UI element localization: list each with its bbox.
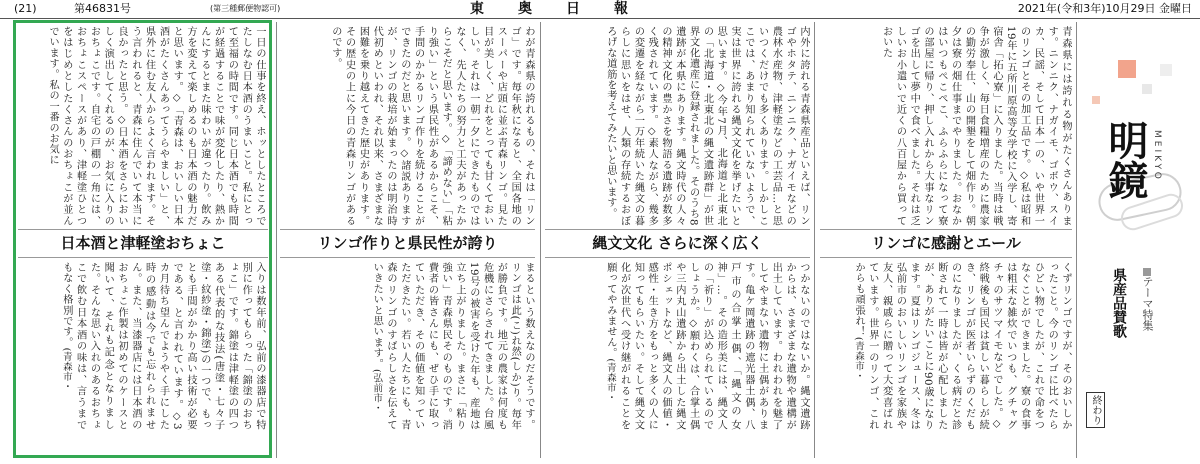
headline-rule	[280, 229, 535, 230]
headline-rule	[545, 257, 810, 258]
column-divider	[276, 22, 277, 458]
article-signature: (青森市・	[853, 336, 865, 382]
article-signature: (青森市・	[604, 358, 616, 403]
postal-permit: (第三種郵便物認可)	[210, 4, 281, 13]
headline-rule	[545, 229, 810, 230]
decor-square-orange	[1118, 60, 1136, 78]
decor-square-gray	[1142, 84, 1152, 94]
headline-rule	[18, 229, 268, 230]
decor-square-light	[1160, 64, 1172, 76]
column-title: 明鏡	[1102, 120, 1149, 200]
article-signature: (弘前市・	[371, 369, 383, 414]
series-end-badge: 終わり	[1086, 392, 1105, 428]
decor-square-pink	[1092, 96, 1100, 104]
issue-date: 2021年(令和3年)10月29日 金曜日	[1017, 2, 1192, 15]
page-number: (21)	[14, 2, 37, 15]
article-body-lower: まるという数えなのだそうです。リンゴは此(こ)れ然(しか)り。毎年が勝負です。地元の農家は何度も危機にさらされてきました。台風19号の被害を受けた年も、産地は立ち上がりました。まさに「粘り強い」青森県民そのものです。消費者の皆さんにも、ぜひ手に取っていただき、その価値を知っていただきたい。若い人たちにも、青森のリンゴのすばらしさを伝えていきたいと思います。(弘前市・	[371, 262, 534, 430]
newspaper-name: 東奥日報	[470, 1, 662, 17]
article-headline: 日本酒と津軽塗おちょこ	[60, 234, 226, 252]
page-header	[0, 0, 1200, 19]
theme-label: テーマ特集	[1140, 268, 1154, 331]
article-body-lower: くずリンゴですが、そのおいしかったこと。今のリンゴに比べたらひどい物でしたが、これで命をつなぐことができました。寮の食事は粗末な雑炊でいつも、グチャグチャのサツマイモなどでした。◇終戦後も国民は貧しい暮らしが続き、リンゴが医者いらずのくだものになりましたが、くる病だと診断されて一時は皆が心配しましたが、ありがたいことに90歳になります。夏はリンゴジュース、冬は弘前市のおいしいリンゴを家族や友人、親戚らに贈って大変喜ばれています。世界一のリンゴ、これからも頑張れ！(青森市・	[853, 262, 1071, 430]
series-title: 県産品賛歌	[1111, 268, 1127, 338]
article-signature: (青森市・	[60, 347, 72, 392]
article-body-upper: 青森県には誇れる物がたくさんあります。ニンニク、ナガイモ、ゴボウ、スイカ、民謡、そして日本一の、いや世界一のリンゴとその加工品です。◇私は昭和19年に五所川原高等女学校に入学し、寄宿舎「拓心寮」に入りました。当時は戦争が激しく、毎日食糧増産のために農家の勤労奉仕、山の開墾をして畑作り。朝夕は寮の畑仕事までやりました。おなかはいつもぺこぺこ、ふらふらになって寮の部屋に帰り、押し入れから大事なリンゴを出して夢中で食べました。それは乏しいお小遣いで近くの八百屋から買っておいた	[880, 26, 1071, 226]
headline-rule	[820, 229, 1072, 230]
column-title-roman: MEIKYO	[1152, 130, 1162, 182]
article-body-upper: 内外に誇れる青森県産品といえば、リンゴやホタテ、ニンニク、ナガイモなどの農林水産物、津軽塗などの工芸品…と思いつくだけでも多くあります。しかしここでは、あまり知られていないようで、実は世界に誇れる縄文文化を挙げたいと思います。◇今年7月、北海道と北東北の「北海道・北東北の縄文遺跡群」が世界文化遺産に登録されました。そのうち8遺跡が本県にあります。縄文時代の人々の精神文化の豊かさを物語る遺跡が数多く残されています。◇素人ながら、幾多の変遷を経ながら一万年続いた縄文の暮らしに思いをはせ、人類の存続するおぼろげな道筋を考えてみたいと思います。	[604, 26, 809, 226]
column-divider	[814, 22, 815, 458]
article-body-lower: つかないのではないか。縄文遺跡からは、さまざまな遺物や遺構が出土しています。われわれを魅了してやまない遺物に土偶があります。亀ケ岡遺跡の遮光器土偶、八戸市の合掌土偶、「縄文の女神」…。その造形美には、縄文人の「祈り」が込められているのでしょうか。◇願わくは、合掌土偶や三内丸山遺跡から出土した縄文ポシェットなど、縄文人の価値・感性・生き方をもっと多くの人に知ってもらいたい。そして縄文文化が次世代へ受け継がれることを願ってやみません。(青森市・	[604, 262, 809, 430]
column-divider	[1076, 22, 1077, 458]
article-body-lower: 入りは数年前、弘前の漆器店で特別に作ってもらった「錦塗のおちょこ」です。錦塗は津軽塗の四つある代表的な技法(唐塗・七々子塗・紋紗塗・錦塗)の一つで、もっとも手間がかかり高い技術が必要である、と言われています。◇3カ月待ち望んでようやく手にした時の感動は今でも忘れられません。また、当漆器店には日本酒のおちょこ作製は初めてのケースと聞いて、それも記念となりました。そんな思い入れのあるおちょこで飲む日本酒の味は、言うまでもなく格別です。(青森市・	[60, 262, 265, 430]
headline-rule	[280, 257, 535, 258]
article-body-upper: わが青森県の誇れるもの、それは「リンゴ」です。毎年秋になると、全国各地のスーパーや店頭に並ぶ青森リンゴ。見た目が美しく、どれをとっても甘くておいしい。それは一朝一夕にできたものではなく、先人たちの努力と工夫があったからこそだと思います。◇「諦めない」「粘り強い」という県民性があるからこそ、手間のかかるリンゴ作りを続けることができたのだと思います。◇諸説ありますが、リンゴの栽培が始まったのは明治時代初めといわれ、それ以来、さまざまな困難を乗り越えてきた歴史があります。その歴史の上に今日の青森リンゴがあるのです。	[329, 26, 534, 226]
issue-number: 第46831号	[74, 2, 131, 15]
square-icon	[1143, 268, 1151, 276]
article-headline: 縄文文化 さらに深く広く	[592, 234, 763, 252]
column-divider	[540, 22, 541, 458]
article-body-upper: 一日の仕事を終え、ホッとしたところでたしなむ日本酒のうまいこと。私にとって至福の時間です。同じ日本酒でも時間が経過することで味が変化したり、熱かんにするとまた味わいが違ったり。飲み方を変えて楽しめるのも日本酒の魅力だと思います。◇「青森は、おいしい日本酒がたくさんあってうらやましい」と、県外に住む友人からよく言われます。そう言われると、青森に住んでいて本当に良かったと思う。◇日本酒をさらにおいしく演出してくれるのが、お気に入りのおちょこです。自宅の戸棚の一角には、おちょこスペースがあり、津軽塗ひとつをはじめとしたくさんのおちょこが並んでいます。私の一番のお気に	[47, 26, 265, 226]
article-headline: リンゴに感謝とエール	[871, 234, 1021, 252]
headline-rule	[820, 257, 1072, 258]
article-headline: リンゴ作りと県民性が誇り	[317, 234, 498, 252]
headline-rule	[18, 257, 268, 258]
